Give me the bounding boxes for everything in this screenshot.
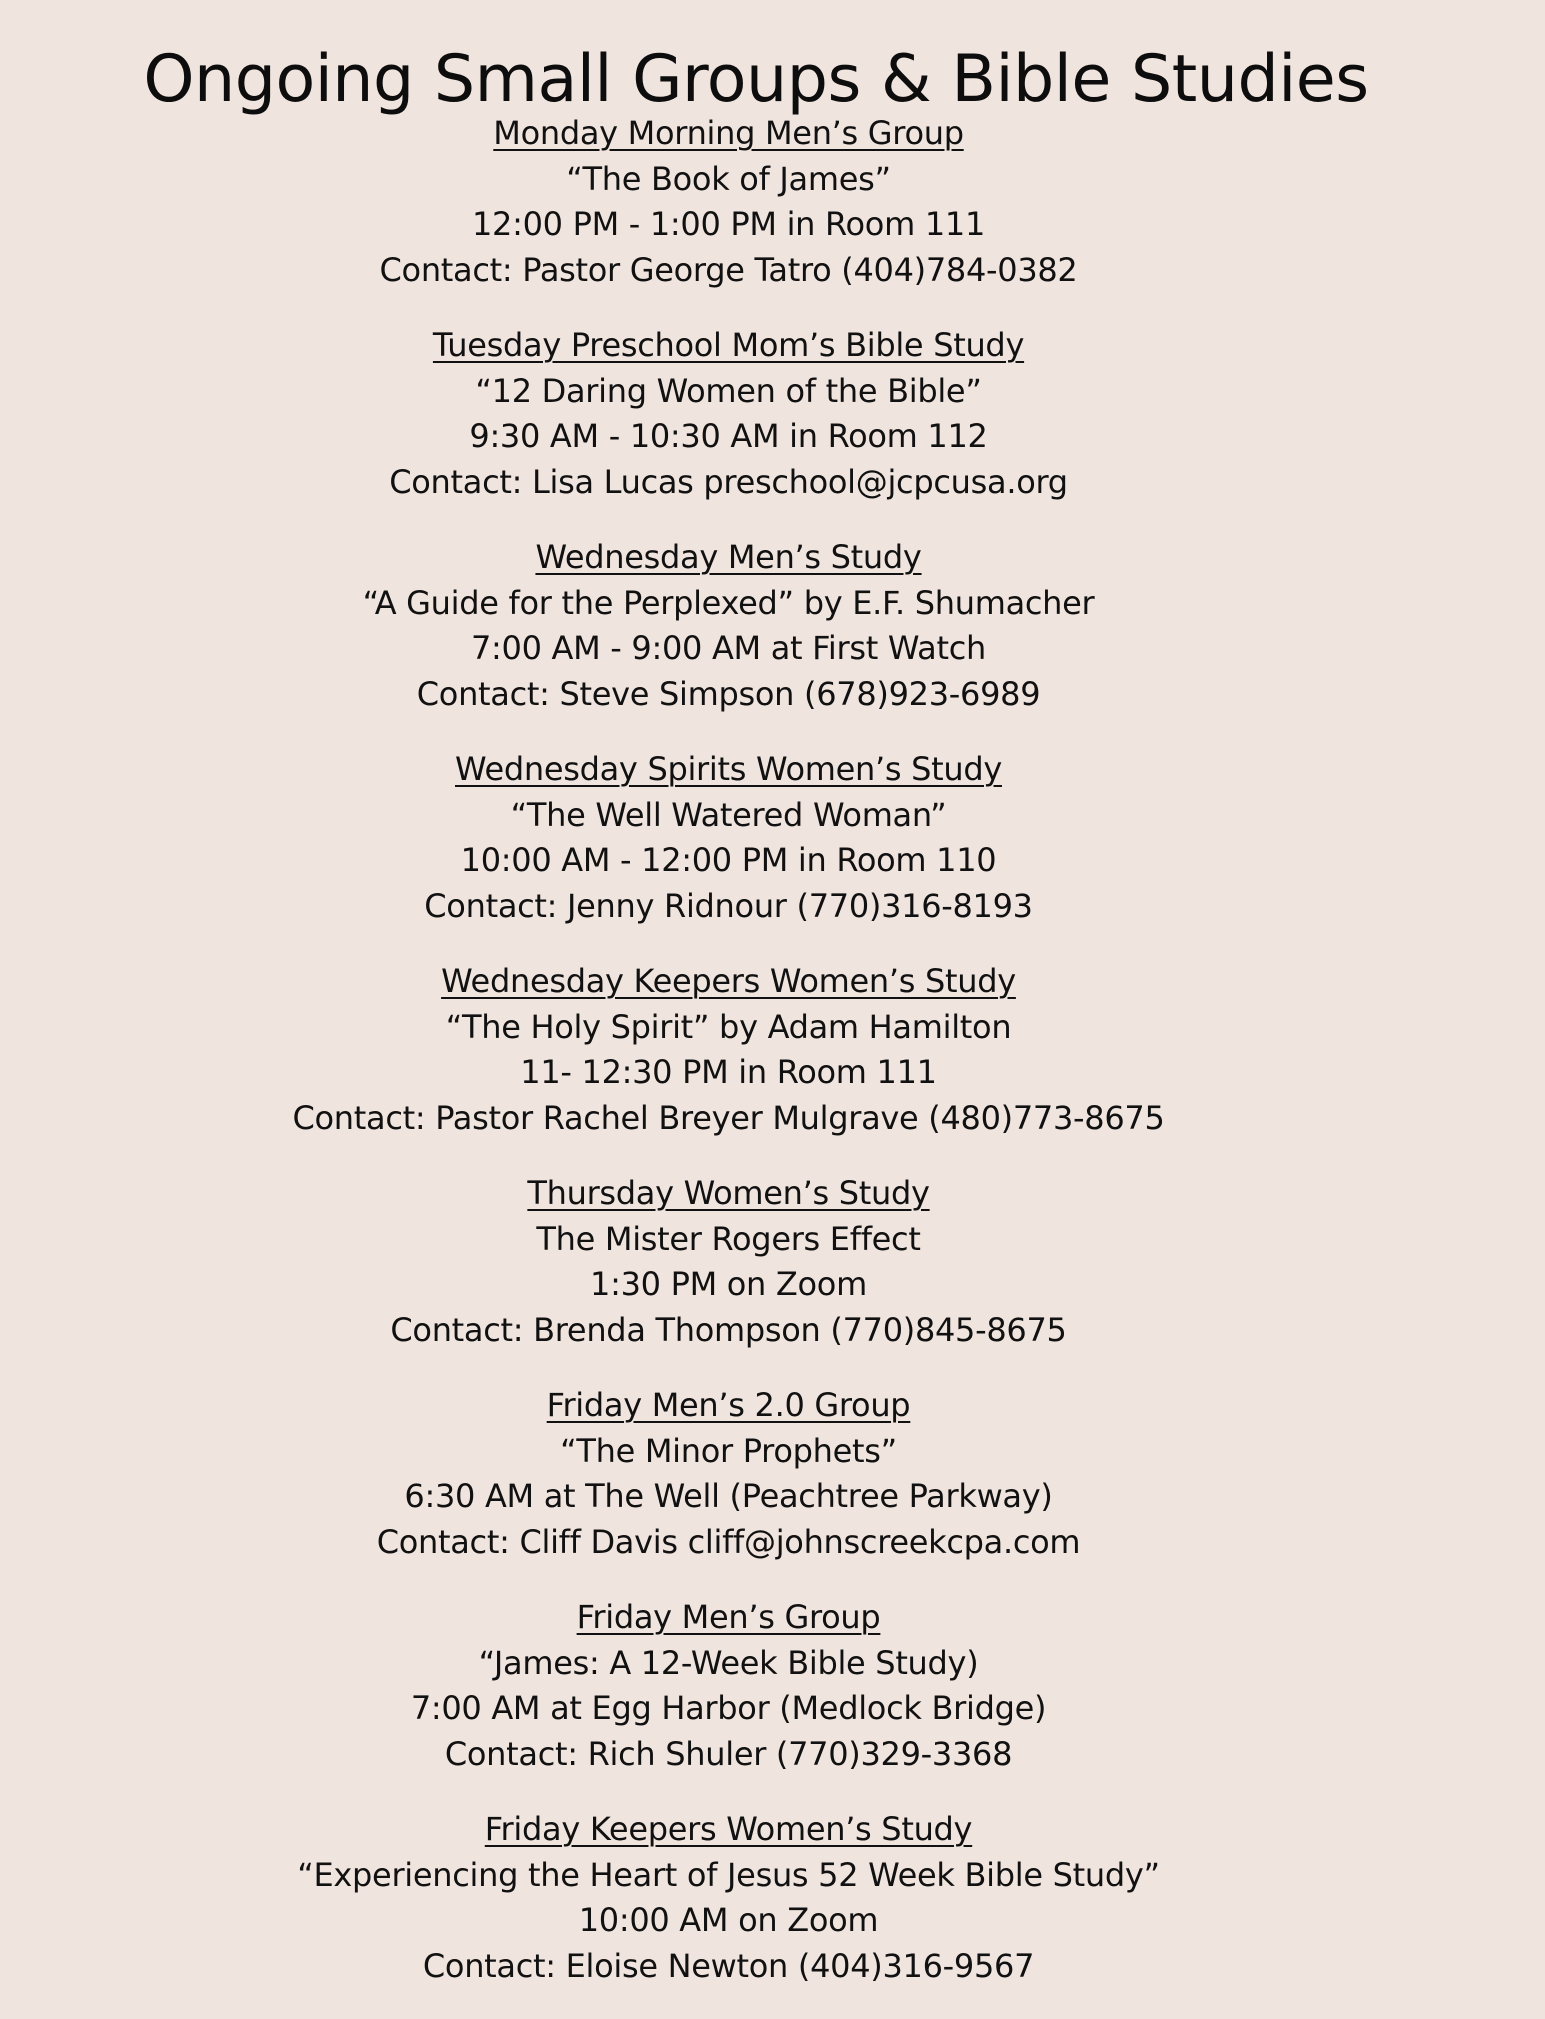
- group-name: Friday Men’s Group: [576, 1598, 881, 1636]
- group-contact: Contact: Brenda Thompson (770)845-8675: [390, 1310, 1067, 1349]
- group-name: Friday Keepers Women’s Study: [484, 1810, 973, 1848]
- group-name: Friday Men’s 2.0 Group: [546, 1386, 911, 1424]
- group-study: “James: A 12-Week Bible Study): [478, 1643, 979, 1682]
- group-name: Wednesday Keepers Women’s Study: [441, 962, 1016, 1000]
- group-name: Wednesday Men’s Study: [535, 538, 922, 576]
- page-title: Ongoing Small Groups & Bible Studies: [143, 42, 1369, 117]
- group-study: “A Guide for the Perplexed” by E.F. Shumacher: [362, 583, 1095, 622]
- group-friday-mens-2-0: [0, 1383, 1457, 1595]
- group-time: 7:00 AM at Egg Harbor (Medlock Bridge): [410, 1689, 1047, 1727]
- group-time: 7:00 AM - 9:00 AM at First Watch: [471, 629, 986, 667]
- group-friday-mens: [0, 1595, 1457, 1807]
- group-study: “The Book of James”: [566, 159, 891, 198]
- group-friday-keepers-womens: [0, 1807, 1457, 2019]
- group-wednesday-keepers-womens: [0, 959, 1457, 1171]
- group-monday-mens: [0, 111, 1457, 323]
- group-name: Monday Morning Men’s Group: [493, 114, 964, 152]
- group-contact: Contact: Pastor George Tatro (404)784-0382: [379, 250, 1078, 289]
- group-study: The Mister Rogers Effect: [536, 1219, 921, 1258]
- group-contact: Contact: Cliff Davis cliff@johnscreekcpa.com: [376, 1522, 1081, 1561]
- group-name: Thursday Women’s Study: [527, 1174, 930, 1212]
- group-study: “The Minor Prophets”: [560, 1431, 897, 1470]
- group-study: “Experiencing the Heart of Jesus 52 Week Bible Study”: [297, 1855, 1160, 1894]
- group-tuesday-preschool-moms: [0, 323, 1457, 535]
- group-contact: Contact: Pastor Rachel Breyer Mulgrave (480)773-8675: [292, 1098, 1165, 1137]
- group-time: 10:00 AM on Zoom: [578, 1901, 879, 1939]
- group-study: “The Well Watered Woman”: [510, 795, 947, 834]
- group-contact: Contact: Rich Shuler (770)329-3368: [444, 1734, 1013, 1773]
- group-wednesday-mens: [0, 535, 1457, 747]
- group-name: Tuesday Preschool Mom’s Bible Study: [432, 326, 1025, 364]
- group-time: 12:00 PM - 1:00 PM in Room 111: [471, 205, 986, 243]
- group-thursday-womens: [0, 1171, 1457, 1383]
- group-wednesday-spirits-womens: [0, 747, 1457, 959]
- group-study: “12 Daring Women of the Bible”: [475, 371, 982, 410]
- group-time: 6:30 AM at The Well (Peachtree Parkway): [404, 1477, 1053, 1515]
- group-contact: Contact: Jenny Ridnour (770)316-8193: [424, 886, 1033, 925]
- group-name: Wednesday Spirits Women’s Study: [455, 750, 1002, 788]
- group-time: 10:00 AM - 12:00 PM in Room 110: [460, 841, 997, 879]
- group-time: 11- 12:30 PM in Room 111: [520, 1053, 937, 1091]
- groups-list: [0, 111, 1457, 2019]
- group-contact: Contact: Steve Simpson (678)923-6989: [416, 674, 1041, 713]
- group-contact: Contact: Eloise Newton (404)316-9567: [422, 1946, 1035, 1985]
- group-contact: Contact: Lisa Lucas preschool@jcpcusa.org: [389, 462, 1068, 501]
- group-study: “The Holy Spirit” by Adam Hamilton: [445, 1007, 1012, 1046]
- group-time: 9:30 AM - 10:30 AM in Room 112: [469, 417, 988, 455]
- group-time: 1:30 PM on Zoom: [590, 1265, 867, 1303]
